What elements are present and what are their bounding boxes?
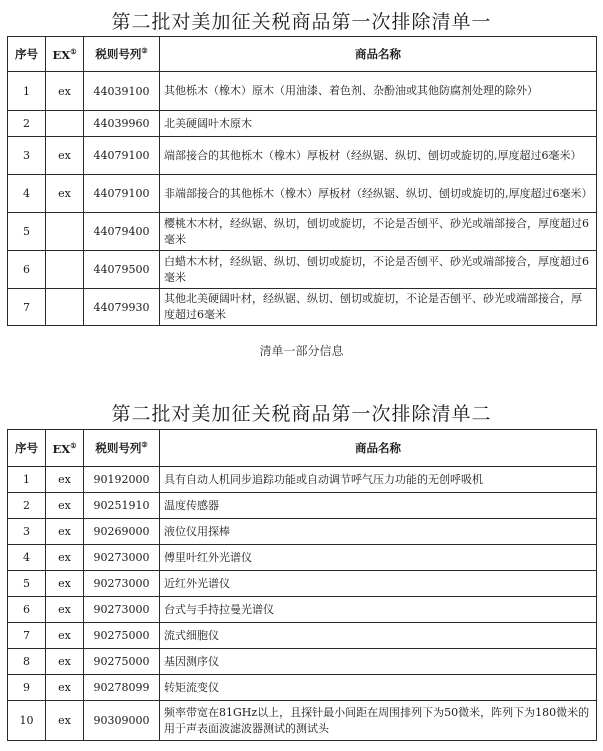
row-code: 90273000	[84, 571, 160, 597]
row-num: 7	[8, 289, 46, 326]
row-name: 温度传感器	[160, 493, 597, 519]
table-row	[8, 519, 597, 545]
row-ex: ex	[46, 623, 84, 649]
row-code: 44079500	[84, 251, 160, 289]
row-code: 44079100	[84, 175, 160, 213]
row-num: 10	[8, 701, 46, 741]
row-num: 4	[8, 545, 46, 571]
row-ex: ex	[46, 493, 84, 519]
row-num: 8	[8, 649, 46, 675]
header-num: 序号	[8, 430, 46, 467]
row-num: 2	[8, 493, 46, 519]
row-code: 44079930	[84, 289, 160, 326]
header-name: 商品名称	[160, 430, 597, 467]
row-name: 傅里叶红外光谱仪	[160, 545, 597, 571]
row-name: 其他栎木（橡木）原木（用油漆、着色剂、杂酚油或其他防腐剂处理的除外）	[160, 72, 597, 111]
table-row	[8, 289, 597, 326]
row-code: 90192000	[84, 467, 160, 493]
table-row	[8, 571, 597, 597]
row-name: 具有自动人机同步追踪功能或自动调节呼气压力功能的无创呼吸机	[160, 467, 597, 493]
row-num: 1	[8, 72, 46, 111]
row-ex	[46, 111, 84, 137]
row-name: 端部接合的其他栎木（橡木）厚板材（经纵锯、纵切、刨切或旋切的,厚度超过6毫米）	[160, 137, 597, 175]
row-name: 液位仪用探棒	[160, 519, 597, 545]
table-row	[8, 111, 597, 137]
row-ex: ex	[46, 545, 84, 571]
row-ex	[46, 251, 84, 289]
row-num: 9	[8, 675, 46, 701]
row-code: 44039960	[84, 111, 160, 137]
row-name: 白蜡木木材，经纵锯、纵切、刨切或旋切，不论是否刨平、砂光或端部接合，厚度超过6毫米	[160, 251, 597, 289]
row-code: 90275000	[84, 649, 160, 675]
row-code: 90273000	[84, 597, 160, 623]
row-code: 90269000	[84, 519, 160, 545]
list2-header-row	[8, 430, 597, 467]
row-ex: ex	[46, 175, 84, 213]
table-row	[8, 137, 597, 175]
table-row	[8, 545, 597, 571]
header-code: 税则号列②	[84, 430, 160, 467]
list1-caption: 清单一部分信息	[259, 344, 344, 358]
row-ex	[46, 213, 84, 251]
row-num: 2	[8, 111, 46, 137]
row-name: 转矩流变仪	[160, 675, 597, 701]
row-ex: ex	[46, 467, 84, 493]
row-code: 90273000	[84, 545, 160, 571]
row-num: 7	[8, 623, 46, 649]
row-num: 4	[8, 175, 46, 213]
list1-title: 第二批对美加征关税商品第一次排除清单一	[111, 11, 492, 33]
list1-header-row	[8, 37, 597, 72]
table-row	[8, 675, 597, 701]
row-name: 北美硬阔叶木原木	[160, 111, 597, 137]
row-name: 近红外光谱仪	[160, 571, 597, 597]
row-num: 6	[8, 251, 46, 289]
list2-title: 第二批对美加征关税商品第一次排除清单二	[111, 403, 492, 425]
table-row	[8, 701, 597, 741]
table-row	[8, 493, 597, 519]
row-ex: ex	[46, 701, 84, 741]
table-row	[8, 623, 597, 649]
row-ex: ex	[46, 519, 84, 545]
row-num: 6	[8, 597, 46, 623]
row-name: 非端部接合的其他栎木（橡木）厚板材（经纵锯、纵切、刨切或旋切的,厚度超过6毫米）	[160, 175, 597, 213]
row-ex	[46, 289, 84, 326]
row-ex: ex	[46, 571, 84, 597]
row-name: 流式细胞仪	[160, 623, 597, 649]
table-row	[8, 251, 597, 289]
row-ex: ex	[46, 597, 84, 623]
header-ex: EX①	[46, 37, 84, 72]
row-num: 5	[8, 213, 46, 251]
table-row	[8, 649, 597, 675]
row-num: 3	[8, 137, 46, 175]
table-row	[8, 467, 597, 493]
table-row	[8, 72, 597, 111]
row-code: 90251910	[84, 493, 160, 519]
row-name: 台式与手持拉曼光谱仪	[160, 597, 597, 623]
row-name: 基因测序仪	[160, 649, 597, 675]
row-code: 90309000	[84, 701, 160, 741]
list1-table	[7, 36, 597, 326]
row-code: 44079400	[84, 213, 160, 251]
header-ex: EX①	[46, 430, 84, 467]
row-code: 44079100	[84, 137, 160, 175]
row-num: 3	[8, 519, 46, 545]
table-row	[8, 213, 597, 251]
list2-table	[7, 429, 597, 741]
table-row	[8, 597, 597, 623]
row-num: 5	[8, 571, 46, 597]
row-code: 90278099	[84, 675, 160, 701]
header-num: 序号	[8, 37, 46, 72]
row-num: 1	[8, 467, 46, 493]
row-name: 频率带宽在81GHz以上，且探针最小间距在周围排列下为50微米，阵列下为180微米的用于声表面波滤波器测试的测试头	[160, 701, 597, 741]
row-ex: ex	[46, 72, 84, 111]
row-ex: ex	[46, 675, 84, 701]
header-code: 税则号列②	[84, 37, 160, 72]
header-name: 商品名称	[160, 37, 597, 72]
row-code: 90275000	[84, 623, 160, 649]
row-name: 樱桃木木材，经纵锯、纵切，刨切或旋切，不论是否刨平、砂光或端部接合，厚度超过6毫米	[160, 213, 597, 251]
row-ex: ex	[46, 137, 84, 175]
row-name: 其他北美硬阔叶材，经纵锯、纵切、刨切或旋切，不论是否刨平、砂光或端部接合，厚度超过6毫米	[160, 289, 597, 326]
table-row	[8, 175, 597, 213]
row-code: 44039100	[84, 72, 160, 111]
row-ex: ex	[46, 649, 84, 675]
